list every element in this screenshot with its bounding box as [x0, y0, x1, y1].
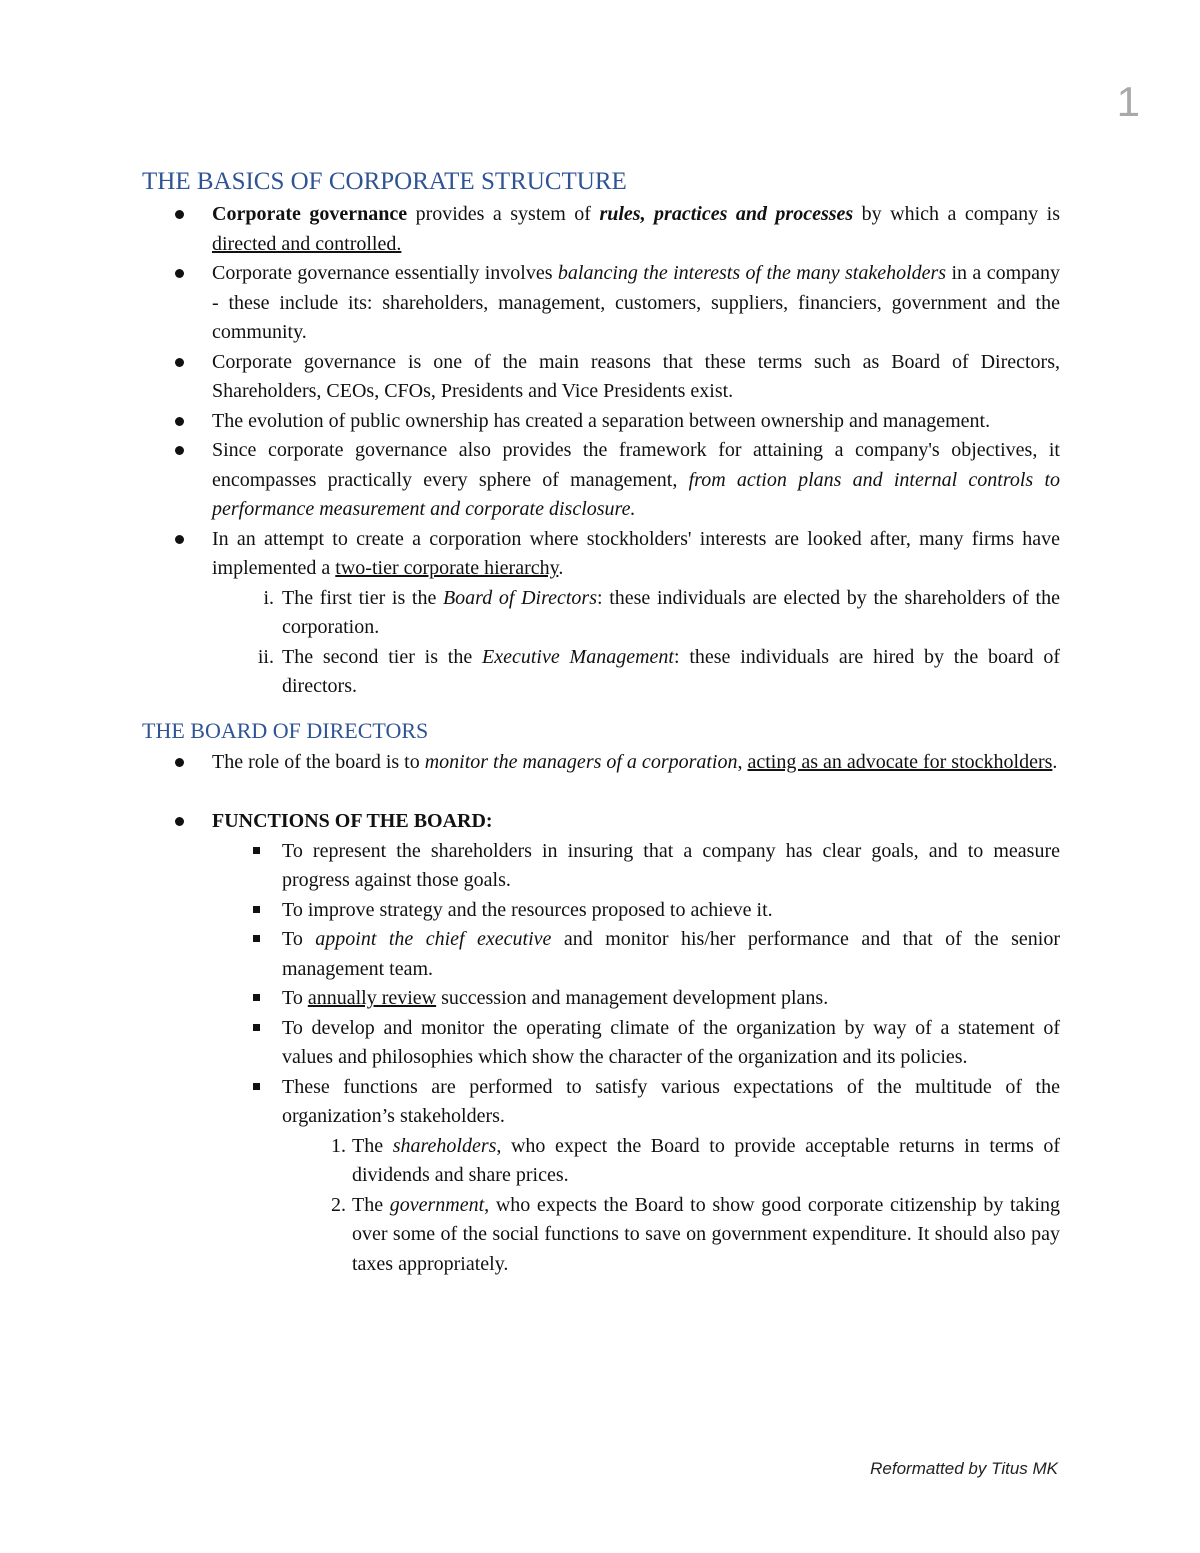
page-number: 1	[1116, 78, 1140, 125]
list-item: In an attempt to create a corporation where stockholders' interests are looked after, many firms have implemented a two-tier corporate hierarchy. i. The first tier is the Board of Directors: these individuals are elected by the shareholders of the corporation. ii. The second tier is the Executive Management: these individuals are hired by the board of directors.	[142, 525, 1060, 702]
square-bullet-icon	[253, 847, 260, 854]
bullet-icon	[175, 210, 184, 219]
bullet-icon	[175, 446, 184, 455]
list-item: Corporate governance essentially involves balancing the interests of the many stakeholders in a company - these include its: shareholders, management, customers, suppliers, financiers, government and the community.	[142, 259, 1060, 348]
list-item: Corporate governance provides a system of rules, practices and processes by which a company is directed and controlled.	[142, 200, 1060, 259]
list-item: Corporate governance is one of the main reasons that these terms such as Board of Directors, Shareholders, CEOs, CFOs, Presidents and Vice Presidents exist.	[142, 348, 1060, 407]
numbered-item: 2. The government, who expects the Board to show good corporate citizenship by taking over some of the social functions to save on government expenditure. It should also pay taxes appropriately.	[331, 1193, 1060, 1275]
square-bullet-icon	[253, 935, 260, 942]
heading-corporate-structure: THE BASICS OF CORPORATE STRUCTURE	[142, 168, 627, 195]
list-item: The role of the board is to monitor the managers of a corporation, acting as an advocate for stockholders.	[142, 748, 1060, 778]
footer-credit: Reformatted by Titus MK	[870, 1459, 1058, 1478]
square-bullet-icon	[253, 1024, 260, 1031]
document-body	[142, 164, 1060, 1279]
bullet-icon	[175, 358, 184, 367]
numbered-item: 1. The shareholders, who expect the Board to provide acceptable returns in terms of dividends and share prices.	[331, 1134, 1061, 1186]
roman-item: ii. The second tier is the Executive Management: these individuals are hired by the board of directors.	[257, 645, 1060, 697]
bullet-icon	[175, 535, 184, 544]
board-list	[142, 748, 1060, 1280]
list-item: The evolution of public ownership has created a separation between ownership and management.	[142, 407, 1060, 437]
bullet-icon	[175, 817, 184, 826]
functions-list	[212, 837, 1060, 1280]
function-item: These functions are performed to satisfy various expectations of the multitude of the organization’s stakeholders. 1. The shareholders, who expect the Board to provide acceptable returns in terms of dividends and share prices. 2. The government, who expects the Board to show good corporate citizenship by taking over some of the social functions to save on government expenditure. It should also pay taxes appropriately.	[212, 1073, 1060, 1280]
bullet-icon	[175, 758, 184, 767]
list-item-functions: FUNCTIONS OF THE BOARD: To represent the shareholders in insuring that a company has clear goals, and to measure progress against those goals. To improve strategy and the resources proposed to achieve it. To appoint the chief executive and monitor his/her performance and that of the senior management team. To annually review succession and management development plans. To develop and monitor the operating climate of the organization by way of a statement of values and philosophies which show the character of the organization and its policies. These functions are performed to satisfy various expectations of the multitude of the organization’s stakeholders. 1. The shareholders, who expect the Board to provide acceptable returns in terms of dividends and share prices. 2. The government, who expects the Board to show good corporate citizenship by taking over some of the social functions to save on government expenditure. It should also pay taxes appropriately.	[142, 807, 1060, 1279]
function-item: To appoint the chief executive and monitor his/her performance and that of the senior management team.	[212, 925, 1060, 984]
square-bullet-icon	[253, 1083, 260, 1090]
function-item: To develop and monitor the operating climate of the organization by way of a statement of values and philosophies which show the character of the organization and its policies.	[212, 1014, 1060, 1073]
heading-board-of-directors: THE BOARD OF DIRECTORS	[142, 717, 429, 743]
roman-item: i. The first tier is the Board of Directors: these individuals are elected by the shareholders of the corporation.	[263, 586, 1060, 638]
function-item: To improve strategy and the resources proposed to achieve it.	[212, 896, 1060, 926]
bullet-icon	[175, 269, 184, 278]
square-bullet-icon	[253, 906, 260, 913]
function-item: To annually review succession and management development plans.	[212, 984, 1060, 1014]
bullet-icon	[175, 417, 184, 426]
list-item: Since corporate governance also provides the framework for attaining a company's objectives, it encompasses practically every sphere of management, from action plans and internal controls to performance measurement and corporate disclosure.	[142, 436, 1060, 525]
function-item: To represent the shareholders in insuring that a company has clear goals, and to measure progress against those goals.	[212, 837, 1060, 896]
square-bullet-icon	[253, 994, 260, 1001]
corporate-structure-list	[142, 200, 1060, 702]
spacer	[142, 777, 1060, 807]
